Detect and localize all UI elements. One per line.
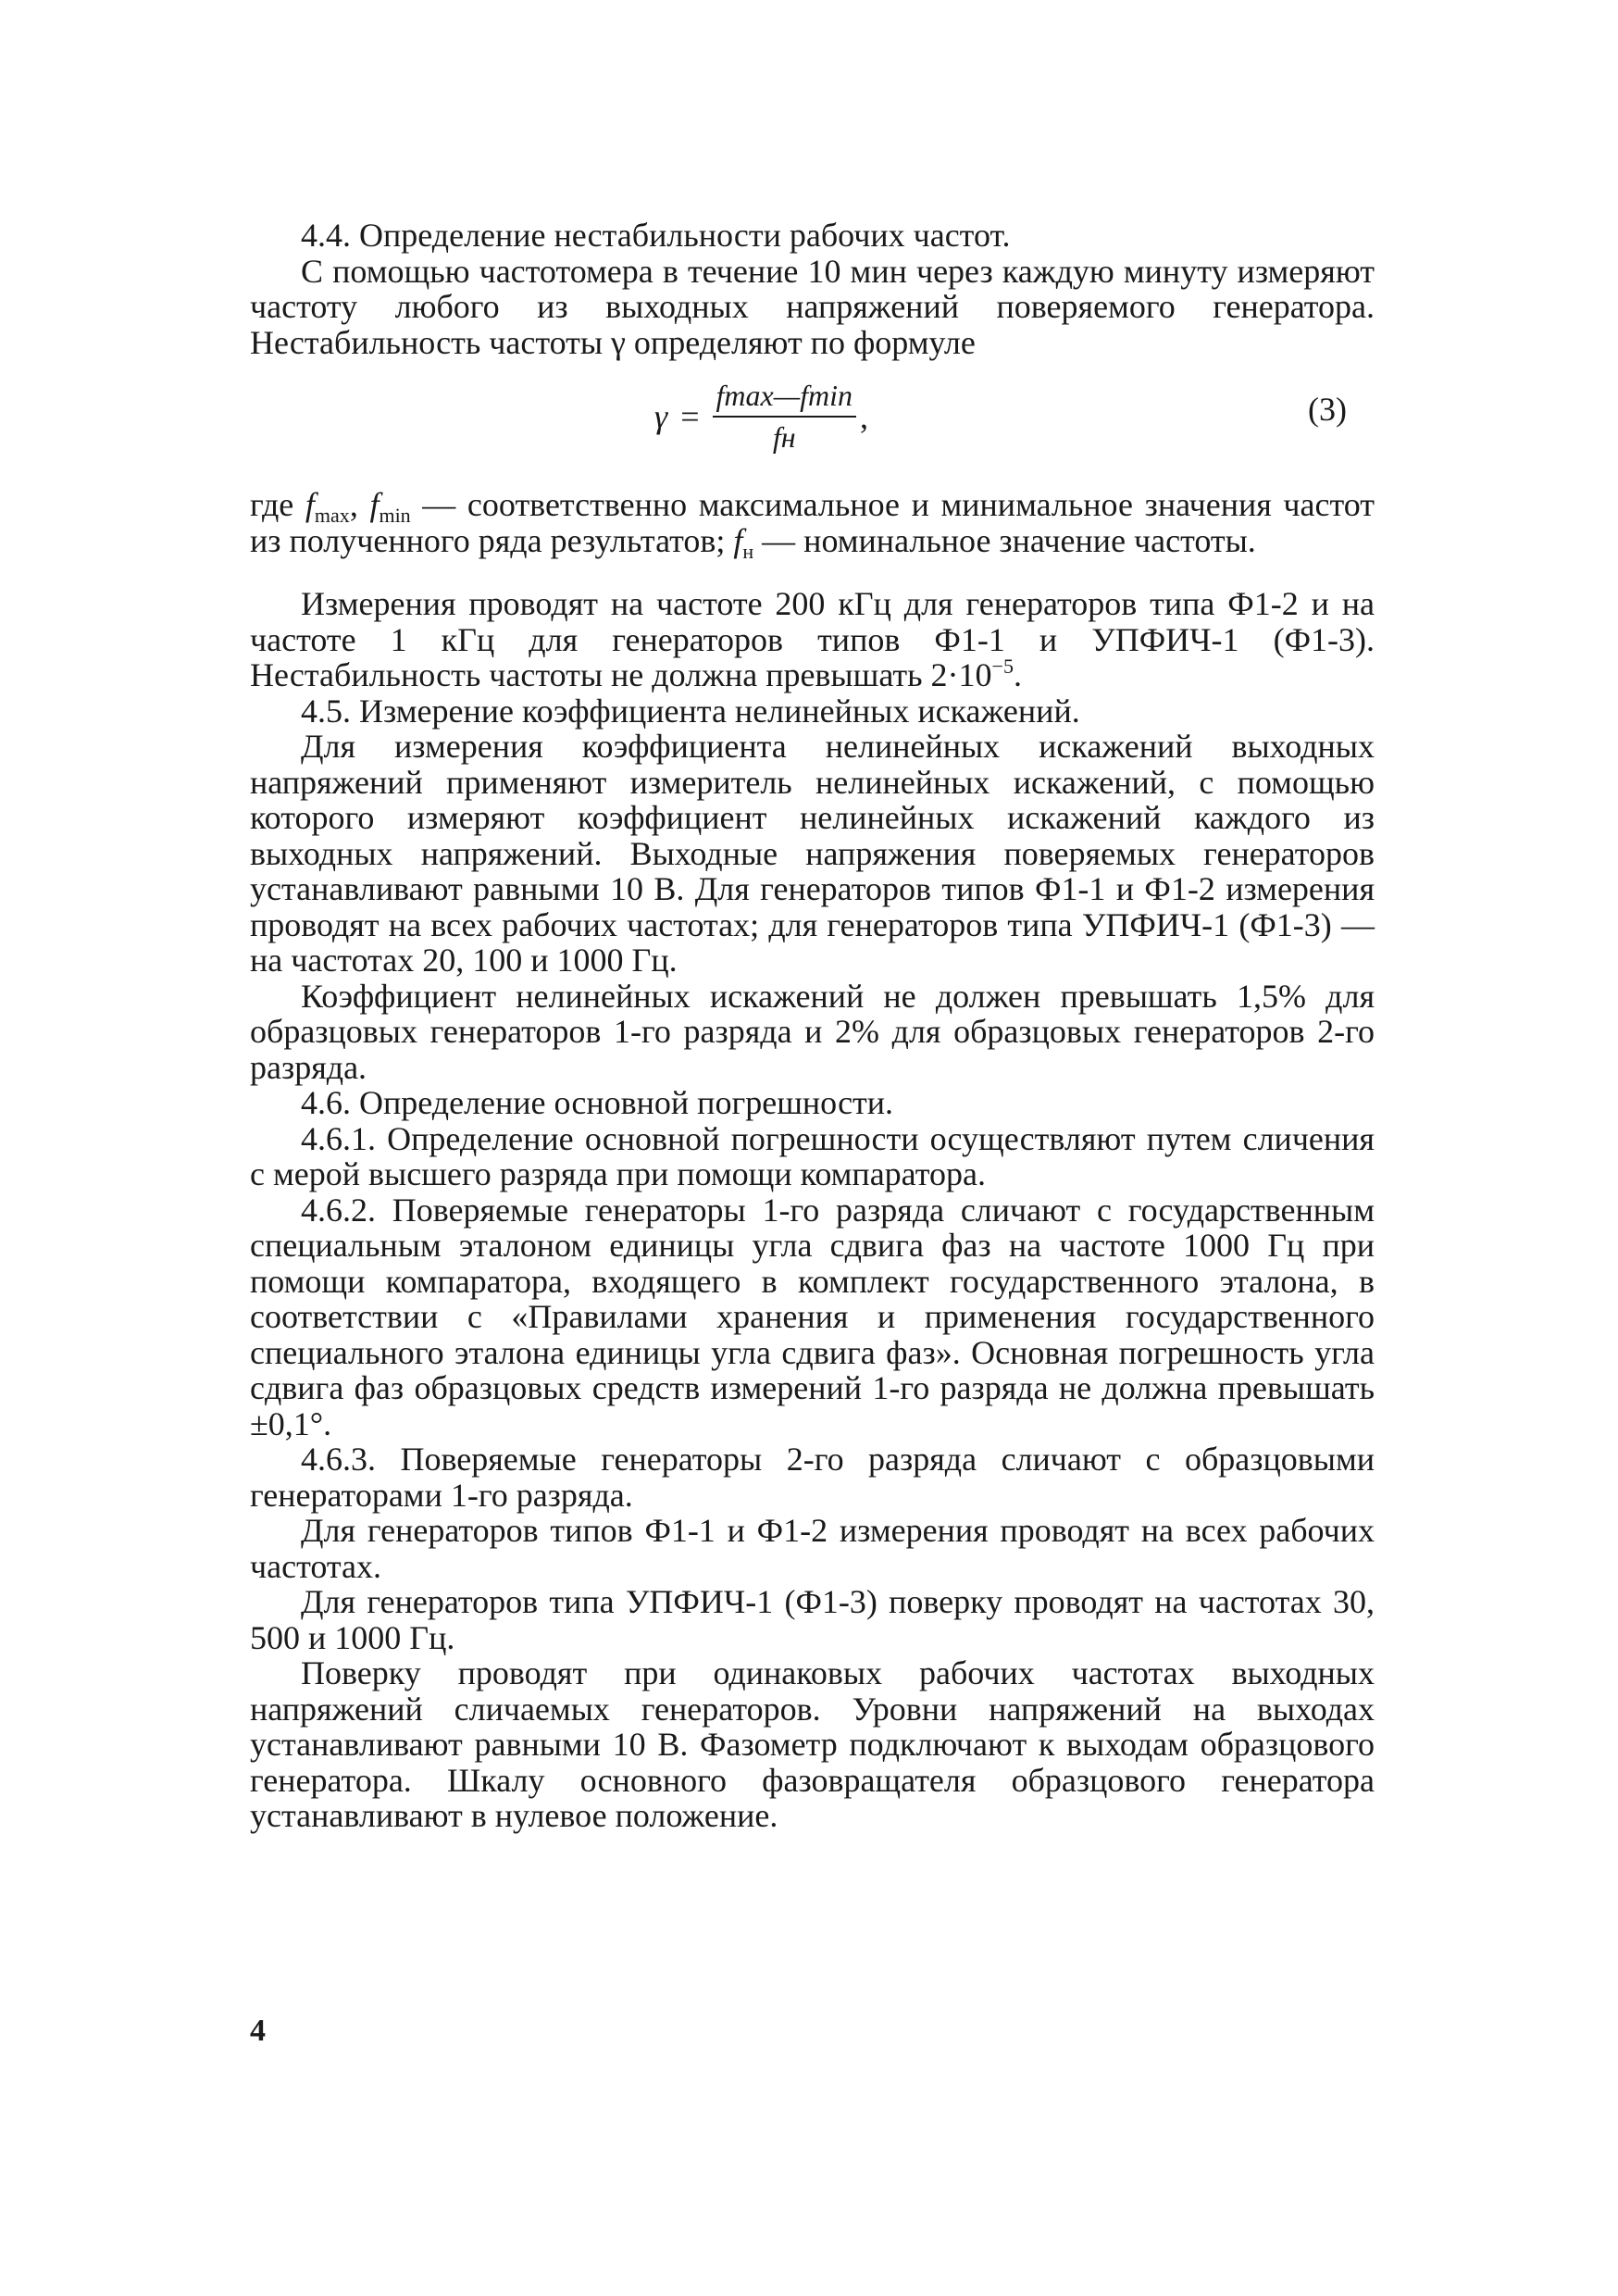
legend-sep: , [349, 486, 370, 523]
paragraph-formula-legend [250, 486, 1375, 563]
legend-pre: где [250, 486, 305, 523]
formula-fraction [713, 377, 857, 456]
formula-lhs: γ [654, 397, 668, 435]
page-number: 4 [250, 2014, 266, 2048]
instability-text: Измерения проводят на частоте 200 кГц для генераторов типа Ф1-2 и на частоте 1 кГц для генераторов типов Ф1-1 и УПФИЧ-1 (Ф1-3). Нестабильность частоты не должна превышать 2·10 [250, 585, 1375, 693]
formula-numerator: fmax—fmin [713, 377, 857, 418]
paragraph-distortion-measurement: Для измерения коэффициента нелинейных искажений выходных напряжений применяют измеритель нелинейных искажений, с помощью которого измеряют коэффициент нелинейных искажений каждого из выходных напряжений. Выходные напряжения поверяемых генераторов устанавливают равными 10 В. Для генераторов типов Ф1-1 и Ф1-2 измерения проводят на всех рабочих частотах; для генераторов типа УПФИЧ-1 (Ф1-3) — на частотах 20, 100 и 1000 Гц. [250, 728, 1375, 979]
instability-exponent: −5 [991, 655, 1014, 678]
legend-fn-sub: н [742, 539, 754, 563]
paragraph-types-f1-1-f1-2: Для генераторов типов Ф1-1 и Ф1-2 измерения проводят на всех рабочих частотах. [250, 1512, 1375, 1585]
instability-formula [654, 377, 868, 456]
paragraph-type-upfich-1: Для генераторов типа УПФИЧ-1 (Ф1-3) поверку проводят на частотах 30, 500 и 1000 Гц. [250, 1583, 1375, 1656]
section-4-6-3: 4.6.3. Поверяемые генераторы 2-го разряда сличают с образцовыми генераторами 1-го разряда. [250, 1441, 1375, 1514]
section-4-6-2: 4.6.2. Поверяемые генераторы 1-го разряда сличают с государственным специальным эталоном единицы угла сдвига фаз на частоте 1000 Гц при помощи компаратора, входящего в комплект государственного эталона, в соответствии с «Правилами хранения и применения государственного специального эталона единицы угла сдвига фаз». Основная погрешность угла сдвига фаз образцовых средств измерений 1-го разряда не должна превышать ±0,1°. [250, 1191, 1375, 1442]
legend-fn: f [733, 521, 743, 559]
formula-comma: , [860, 397, 869, 435]
formula-equals: = [680, 397, 700, 435]
paragraph-measurement-frequencies [250, 586, 1375, 693]
equation-number: (3) [1308, 391, 1347, 428]
section-heading-4-4: 4.4. Определение нестабильности рабочих частот. [301, 217, 1011, 254]
text-column [250, 218, 1375, 1834]
legend-post: — номинальное значение частоты. [753, 521, 1256, 559]
legend-fmin-sub: min [379, 504, 411, 527]
paragraph-distortion-limit: Коэффициент нелинейных искажений не должен превышать 1,5% для образцовых генераторов 1-го разряда и 2% для образцовых генераторов 2-го разряда. [250, 977, 1375, 1086]
legend-fmax: f [305, 486, 315, 523]
formula-denominator: fн [772, 420, 796, 454]
formula-3 [250, 368, 1375, 474]
instability-end: . [1013, 656, 1022, 693]
legend-fmax-sub: max [314, 504, 350, 527]
paragraph-frequency-measurement: С помощью частотомера в течение 10 мин через каждую минуту измеряют частоту любого из выходных напряжений поверяемого генератора. Нестабильность частоты γ определяют по формуле [250, 252, 1375, 361]
section-heading-4-5: 4.5. Измерение коэффициента нелинейных искажений. [301, 692, 1080, 730]
section-heading-4-6: 4.6. Определение основной погрешности. [301, 1084, 894, 1121]
paragraph-verification-procedure: Поверку проводят при одинаковых рабочих частотах выходных напряжений сличаемых генераторов. Уровни напряжений на выходах устанавливают равными 10 В. Фазометр подключают к выходам образцового генератора. Шкалу основного фазовращателя образцового генератора устанавливают в нулевое положение. [250, 1654, 1375, 1834]
legend-mid: — соответственно максимальное и минимальное значения частот из полученного ряда результатов; [250, 486, 1375, 559]
section-4-6-1: 4.6.1. Определение основной погрешности осуществляют путем сличения с мерой высшего разряда при помощи компаратора. [250, 1119, 1375, 1192]
legend-fmin: f [369, 486, 380, 523]
